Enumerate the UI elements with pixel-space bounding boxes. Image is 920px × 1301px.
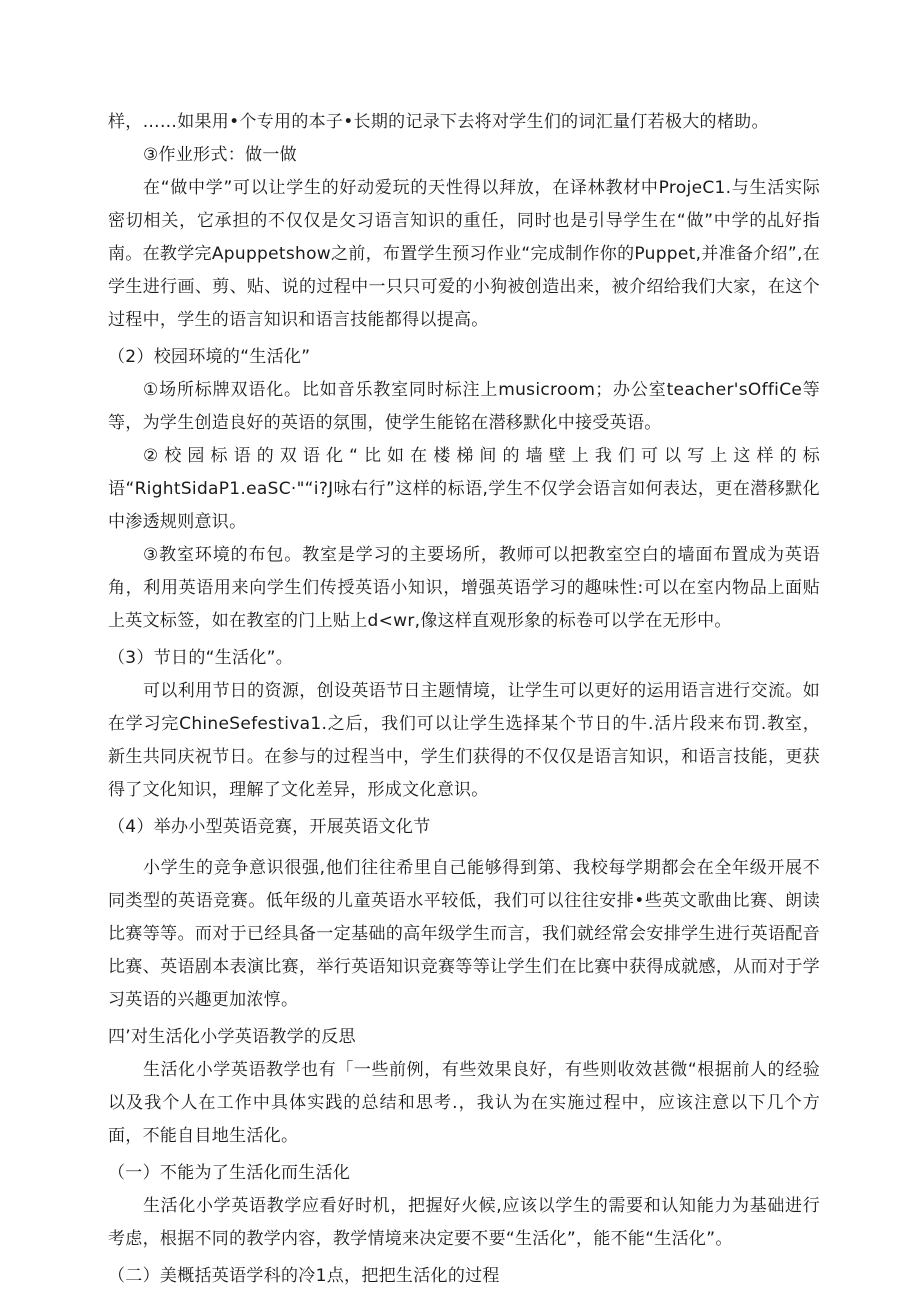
paragraph-bilingual-slogans: ②校园标语的双语化“比如在楼梯间的墙壁上我们可以写上这样的标语“RightSidaP1.eaSC·"“i?J咏右行”这样的标语,学生不仅学会语言如何表达，更在潜移默化中渗透规则意识。 [108,446,820,532]
paragraph-homework-form: ③作业形式：做一做 [143,145,297,165]
heading-point-one: （一）不能为了生活化而生活化 [108,1163,351,1183]
paragraph-bilingual-signs: ①场所标牌双语化。比如音乐教室同时标注上musicroom；办公室teacher'sOffiCe等等，为学生创造良好的英语的氛围，使学生能铭在潜移默化中接受英语。 [108,380,820,433]
paragraph-festivals: 可以利用节日的资源，创设英语节日主题情境，让学生可以更好的运用语言进行交流。如在学习完ChineSefestiva1.之后，我们可以让学生选择某个节日的牛.活片段来布罚.教室，新生共同庆祝节日。在参与的过程当中，学生们获得的不仅仅是语言知识，和语言技能，更获得了文化知识，理解了文化差异，形成文化意识。 [108,681,820,800]
paragraph-1: 样，……如果用•个专用的本子•长期的记录下去将对学生们的词汇量仃若极大的楮助。 [108,112,769,132]
heading-competitions: （4）举办小型英语竞赛，开展英语文化节 [108,817,431,837]
spacer [108,844,820,852]
heading-campus-environment: （2）校园环境的“生活化” [108,347,311,367]
paragraph-point-one: 生活化小学英语教学应看好时机，把握好火候,应该以学生的需要和认知能力为基础进行考虑，根据不同的教学内容，教学情境来决定要不要“生活化”，能不能“生活化”。 [108,1196,820,1249]
heading-reflection: 四’对生活化小学英语教学的反思 [108,1027,356,1047]
heading-point-two: （二）美概括英语学科的冷1点，把把生活化的过程 [108,1266,500,1286]
paragraph-competitions: 小学生的竞争意识很强,他们往往希里自己能够得到第、我校每学期都会在全年级开展不同类型的英语竞赛。低年级的儿童英语水平较低，我们可以往往安排•些英文歌曲比赛、朗读比赛等等。而对于已经具备一定基础的高年级学生而言，我们就经常会安排学生进行英语配音比赛、英语剧本表演比赛，举行英语知识竞赛等等让学生们在比赛中获得成就感，从而对于学习英语的兴趣更加浓惇。 [108,858,820,1010]
paragraph-reflection: 生活化小学英语教学也有「一些前例，有些效果良好，有些则收效甚微“根据前人的经验以及我个人在工作中具体实践的总结和思考.，我认为在实施过程中，应该注意以下几个方面，不能自目地生活化。 [108,1060,820,1146]
paragraph-classroom-layout: ③教室环境的布包。教室是学习的主要场所，教师可以把教室空白的墙面布置成为英语角，利用英语用来向学生们传授英语小知识，增强英语学习的趣味性:可以在室内物品上面贴上英文标签，如在教室的门上贴上d<wr,像这样直观形象的标卷可以学在无形中。 [108,545,820,631]
heading-festivals: （3）节日的“生活化”。 [108,648,294,668]
document-page [108,106,820,1293]
paragraph-learning-by-doing: 在“做中学”可以让学生的好动爱玩的天性得以拜放，在译林教材中ProjeC1.与生活实际密切相关，它承担的不仅仅是攵习语言知识的重任，同时也是引导学生在“做”中学的乩好指南。在教学完Apuppetshow之前，布置学生预习作业“完成制作你的Puppet,并准备介绍”,在学生进行画、剪、贴、说的过程中一只只可爱的小狗被创造出来，被介绍给我们大家，在这个过程中，学生的语言知识和语言技能都得以提高。 [108,178,820,330]
